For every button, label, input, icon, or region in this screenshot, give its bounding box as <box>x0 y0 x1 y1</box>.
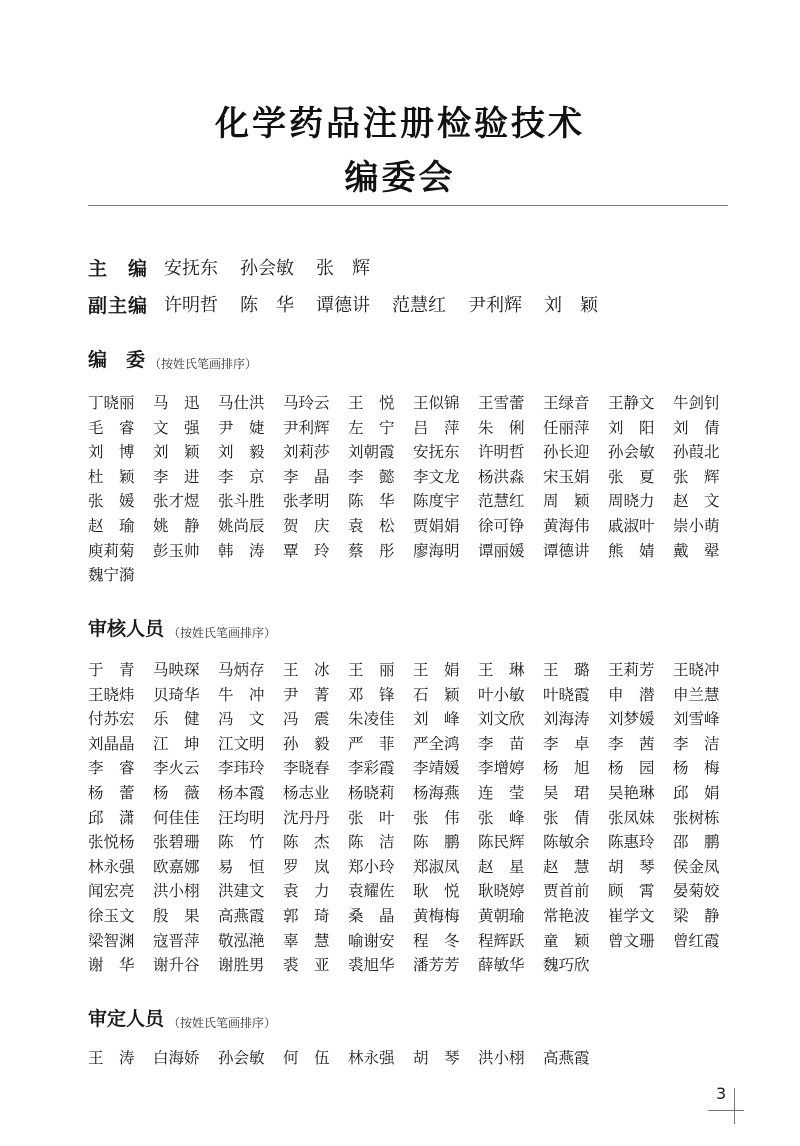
reviewer-name: 贝琦华 <box>153 685 200 704</box>
reviewer-name: 黄梅梅 <box>413 906 460 925</box>
reviewer-name: 胡 琴 <box>608 857 655 876</box>
reviewer-name: 程 冬 <box>413 931 460 950</box>
approver-name: 孙会敏 <box>218 1049 265 1067</box>
approvers-title: 审定人员 <box>88 1008 165 1030</box>
reviewer-name: 梁 静 <box>673 906 720 925</box>
editorial-board-member: 吕 萍 <box>413 418 460 437</box>
reviewer-name: 郑淑凤 <box>413 857 460 876</box>
editorial-board-member: 赵 瑜 <box>88 516 135 535</box>
reviewer-name: 袁耀佐 <box>348 882 395 901</box>
deputy-editor-names <box>164 291 620 317</box>
reviewer-name: 杨 旭 <box>543 759 590 778</box>
approvers-list <box>88 1046 738 1071</box>
reviewer-name: 耿 悦 <box>413 882 460 901</box>
editorial-board-member: 王静文 <box>608 394 655 412</box>
approver-name: 洪小栩 <box>478 1049 525 1067</box>
editorial-board-member: 王绿音 <box>543 394 590 412</box>
editorial-board-member: 孙长迎 <box>543 443 590 462</box>
reviewer-name: 李晓春 <box>283 759 330 778</box>
reviewers-note: （按姓氏笔画排序） <box>168 626 277 640</box>
editorial-board-member: 李 进 <box>153 467 200 486</box>
editorial-board-member: 王似锦 <box>413 394 460 412</box>
reviewer-name: 刘雪峰 <box>673 710 720 729</box>
editorial-board-member: 贾娟娟 <box>413 516 460 535</box>
approver-name: 王 涛 <box>88 1049 135 1067</box>
reviewer-name: 贾首前 <box>543 882 590 901</box>
reviewer-name: 郑小玲 <box>348 857 395 876</box>
reviewer-name: 赵 星 <box>478 857 525 876</box>
reviewer-name: 张碧珊 <box>153 833 200 852</box>
approvers-heading <box>88 1005 276 1031</box>
reviewer-name: 杨本霞 <box>218 783 265 802</box>
reviewer-name: 林永强 <box>88 857 135 876</box>
reviewer-name: 梁智渊 <box>88 931 135 950</box>
chief-editor-name: 孙会敏 <box>240 258 294 279</box>
deputy-editor-name: 谭德讲 <box>316 295 370 316</box>
reviewer-name: 罗 岚 <box>283 857 330 876</box>
editorial-board-member: 范慧红 <box>478 492 525 511</box>
editorial-board-member: 牛剑钊 <box>673 394 720 412</box>
chief-editor-label: 主 编 <box>88 257 149 280</box>
reviewer-name: 陈 洁 <box>348 833 395 852</box>
reviewer-name: 申 潜 <box>608 685 655 704</box>
reviewer-name: 袁 力 <box>283 882 330 901</box>
editorial-board-member: 杨洪淼 <box>478 467 525 486</box>
chief-editor-name: 安抚东 <box>164 258 218 279</box>
editorial-board-member: 马玲云 <box>283 394 330 412</box>
crop-mark-vertical <box>734 1088 735 1124</box>
reviewer-name: 陈 竹 <box>218 833 265 852</box>
reviewer-name: 桑 晶 <box>348 906 395 925</box>
editorial-board-heading <box>88 346 257 372</box>
reviewer-name: 刘 峰 <box>413 710 460 729</box>
reviewer-name: 张 倩 <box>543 808 590 827</box>
reviewer-name: 李 卓 <box>543 734 590 753</box>
editorial-board-member: 毛 睿 <box>88 418 135 437</box>
reviewers-heading <box>88 615 276 641</box>
deputy-editor-name: 尹利辉 <box>468 295 522 316</box>
reviewer-name: 顾 霄 <box>608 882 655 901</box>
editorial-board-member: 周晓力 <box>608 492 655 511</box>
reviewer-name: 叶晓霞 <box>543 685 590 704</box>
reviewer-name: 洪小栩 <box>153 882 200 901</box>
editorial-board-member: 陈 华 <box>348 492 395 511</box>
reviewer-name: 江 坤 <box>153 734 200 753</box>
editorial-board-member: 王雪蕾 <box>478 394 525 412</box>
reviewer-name: 沈丹丹 <box>283 808 330 827</box>
reviewer-name: 王 娟 <box>413 661 460 679</box>
deputy-editor-name: 陈 华 <box>240 295 294 316</box>
chief-editor-names <box>164 254 392 280</box>
reviewer-name: 魏巧欣 <box>543 956 590 975</box>
editorial-board-member: 刘莉莎 <box>283 443 330 462</box>
editorial-board-member: 刘 博 <box>88 443 135 462</box>
editorial-board-member: 谭丽媛 <box>478 541 525 560</box>
reviewer-name: 童 颖 <box>543 931 590 950</box>
title-divider <box>88 205 728 206</box>
editorial-board-member: 杜 颖 <box>88 467 135 486</box>
reviewer-name: 程辉跃 <box>478 931 525 950</box>
reviewer-name: 张凤妹 <box>608 808 655 827</box>
reviewer-name: 邱 潇 <box>88 808 135 827</box>
reviewer-name: 李 睿 <box>88 759 135 778</box>
editorial-board-member: 陈度宇 <box>413 492 460 511</box>
reviewer-name: 陈 杰 <box>283 833 330 852</box>
reviewer-name: 江文明 <box>218 734 265 753</box>
editorial-board-member: 周 颖 <box>543 492 590 511</box>
reviewer-name: 汪均明 <box>218 808 265 827</box>
reviewer-name: 陈惠玲 <box>608 833 655 852</box>
editorial-board-member: 刘 阳 <box>608 418 655 437</box>
reviewer-name: 李彩霞 <box>348 759 395 778</box>
reviewer-name: 杨 薇 <box>153 783 200 802</box>
reviewer-name: 杨志业 <box>283 783 330 802</box>
editorial-board-member: 尹利辉 <box>283 418 330 437</box>
reviewer-name: 邱 娟 <box>673 783 720 802</box>
reviewer-name: 刘梦媛 <box>608 710 655 729</box>
reviewer-name: 常艳波 <box>543 906 590 925</box>
approver-name: 胡 琴 <box>413 1049 460 1067</box>
reviewer-name: 徐玉文 <box>88 906 135 925</box>
editorial-board-member: 宋玉娟 <box>543 467 590 486</box>
editorial-board-member: 黄海伟 <box>543 516 590 535</box>
reviewer-name: 何佳佳 <box>153 808 200 827</box>
reviewer-name: 耿晓婷 <box>478 882 525 901</box>
reviewer-name: 叶小敏 <box>478 685 525 704</box>
deputy-editor-name: 刘 颖 <box>544 295 598 316</box>
editorial-board-member: 任丽萍 <box>543 418 590 437</box>
committee-title: 编委会 <box>344 158 456 198</box>
reviewer-name: 李增婷 <box>478 759 525 778</box>
editorial-board-member: 张 夏 <box>608 467 655 486</box>
reviewer-name: 欧嘉娜 <box>153 857 200 876</box>
reviewer-name: 曾红霞 <box>673 931 720 950</box>
reviewer-name: 张 峰 <box>478 808 525 827</box>
editorial-board-member: 谭德讲 <box>543 541 590 560</box>
editorial-board-member: 韩 涛 <box>218 541 265 560</box>
reviewer-name: 于 青 <box>88 661 135 679</box>
editorial-board-member: 孙葭北 <box>673 443 720 462</box>
reviewer-name: 邓 锋 <box>348 685 395 704</box>
reviewer-name: 潘芳芳 <box>413 956 460 975</box>
reviewer-name: 杨 园 <box>608 759 655 778</box>
editorial-board-member: 马仕洪 <box>218 394 265 412</box>
deputy-editor-line <box>88 292 620 316</box>
reviewer-name: 严 菲 <box>348 734 395 753</box>
reviewer-name: 严全鸿 <box>413 734 460 753</box>
reviewer-name: 杨 梅 <box>673 759 720 778</box>
reviewer-name: 黄朝瑜 <box>478 906 525 925</box>
editorial-board-member: 孙会敏 <box>608 443 655 462</box>
reviewer-name: 王 冰 <box>283 661 330 679</box>
editorial-board-member: 刘 毅 <box>218 443 265 462</box>
reviewer-name: 朱凌佳 <box>348 710 395 729</box>
editorial-board-member: 李 京 <box>218 467 265 486</box>
editorial-board-member: 朱 俐 <box>478 418 525 437</box>
chief-editor-line <box>88 255 392 279</box>
approver-name: 林永强 <box>348 1049 395 1067</box>
editorial-board-member: 张孝明 <box>283 492 330 511</box>
reviewer-name: 杨晓莉 <box>348 783 395 802</box>
reviewer-name: 杨海燕 <box>413 783 460 802</box>
reviewer-name: 连 莹 <box>478 783 525 802</box>
reviewer-name: 付苏宏 <box>88 710 135 729</box>
reviewers-title: 审核人员 <box>88 618 165 640</box>
crop-mark-horizontal <box>708 1110 744 1111</box>
reviewer-name: 谢升谷 <box>153 956 200 975</box>
editorial-board-member: 戴 翚 <box>673 541 720 560</box>
reviewer-name: 李靖媛 <box>413 759 460 778</box>
editorial-board-member: 尹 婕 <box>218 418 265 437</box>
reviewer-name: 王晓炜 <box>88 685 135 704</box>
reviewers-list <box>88 658 738 978</box>
book-title: 化学药品注册检验技术 <box>215 104 585 144</box>
reviewer-name: 寇晋萍 <box>153 931 200 950</box>
editorial-board-member: 丁晓丽 <box>88 394 135 412</box>
editorial-board-member: 张斗胜 <box>218 492 265 511</box>
editorial-board-member: 张才煜 <box>153 492 200 511</box>
reviewer-name: 郭 琦 <box>283 906 330 925</box>
reviewer-name: 喻谢安 <box>348 931 395 950</box>
reviewer-name: 刘海涛 <box>543 710 590 729</box>
editorial-board-member: 赵 文 <box>673 492 720 511</box>
reviewer-name: 马映琛 <box>153 661 200 679</box>
reviewer-name: 张树栋 <box>673 808 720 827</box>
reviewer-name: 谢胜男 <box>218 956 265 975</box>
approvers-note: （按姓氏笔画排序） <box>168 1016 277 1030</box>
chief-editor-name: 张 辉 <box>316 258 370 279</box>
reviewer-name: 冯 文 <box>218 710 265 729</box>
editorial-board-member: 李 懿 <box>348 467 395 486</box>
reviewer-name: 吴艳琳 <box>608 783 655 802</box>
editorial-board-member: 蔡 彤 <box>348 541 395 560</box>
reviewer-name: 王晓冲 <box>673 661 720 679</box>
reviewer-name: 闻宏亮 <box>88 882 135 901</box>
reviewer-name: 易 恒 <box>218 857 265 876</box>
reviewer-name: 吴 珺 <box>543 783 590 802</box>
editorial-board-member: 刘朝霞 <box>348 443 395 462</box>
reviewer-name: 裘旭华 <box>348 956 395 975</box>
approver-name: 高燕霞 <box>543 1049 590 1067</box>
reviewer-name: 王 琳 <box>478 661 525 679</box>
editorial-board-member: 刘 倩 <box>673 418 720 437</box>
editorial-board-member: 李文龙 <box>413 467 460 486</box>
reviewer-name: 陈民辉 <box>478 833 525 852</box>
reviewer-name: 邵 鹏 <box>673 833 720 852</box>
deputy-editor-name: 许明哲 <box>164 295 218 316</box>
editorial-board-member: 魏宁漪 <box>88 566 135 585</box>
reviewer-name: 张 叶 <box>348 808 395 827</box>
reviewer-name: 晏菊姣 <box>673 882 720 901</box>
reviewer-name: 刘文欣 <box>478 710 525 729</box>
editorial-board-title: 编 委 <box>88 349 146 371</box>
reviewer-name: 李火云 <box>153 759 200 778</box>
editorial-board-member: 戚淑叶 <box>608 516 655 535</box>
editorial-board-member: 刘 颖 <box>153 443 200 462</box>
editorial-board-member: 徐可铮 <box>478 516 525 535</box>
reviewer-name: 辜 慧 <box>283 931 330 950</box>
editorial-board-member: 马 迅 <box>153 394 200 412</box>
editorial-board-member: 张 媛 <box>88 492 135 511</box>
reviewer-name: 张悦杨 <box>88 833 135 852</box>
reviewer-name: 牛 冲 <box>218 685 265 704</box>
editorial-board-member: 姚 静 <box>153 516 200 535</box>
reviewer-name: 杨 蕾 <box>88 783 135 802</box>
reviewer-name: 崔学文 <box>608 906 655 925</box>
editorial-board-member: 李 晶 <box>283 467 330 486</box>
reviewer-name: 裘 亚 <box>283 956 330 975</box>
reviewer-name: 刘晶晶 <box>88 734 135 753</box>
reviewer-name: 薛敏华 <box>478 956 525 975</box>
editorial-board-list <box>88 391 738 588</box>
reviewer-name: 王莉芳 <box>608 661 655 679</box>
reviewer-name: 敬泓滟 <box>218 931 265 950</box>
reviewer-name: 曾文珊 <box>608 931 655 950</box>
editorial-board-member: 廖海明 <box>413 541 460 560</box>
reviewer-name: 陈 鹏 <box>413 833 460 852</box>
editorial-board-member: 许明哲 <box>478 443 525 462</box>
reviewer-name: 李 苗 <box>478 734 525 753</box>
editorial-board-member: 覃 玲 <box>283 541 330 560</box>
reviewer-name: 李 洁 <box>673 734 720 753</box>
reviewer-name: 王 璐 <box>543 661 590 679</box>
reviewer-name: 张 伟 <box>413 808 460 827</box>
editorial-board-member: 文 强 <box>153 418 200 437</box>
editorial-board-member: 袁 松 <box>348 516 395 535</box>
page-number: 3 <box>716 1084 727 1103</box>
reviewer-name: 高燕霞 <box>218 906 265 925</box>
deputy-editor-label: 副主编 <box>88 294 149 317</box>
reviewer-name: 马炳存 <box>218 661 265 679</box>
editorial-board-member: 庾莉菊 <box>88 541 135 560</box>
approver-name: 白海娇 <box>153 1049 200 1067</box>
editorial-board-member: 王 悦 <box>348 394 395 412</box>
editorial-board-member: 安抚东 <box>413 443 460 462</box>
editorial-board-member: 熊 婧 <box>608 541 655 560</box>
editorial-board-member: 张 辉 <box>673 467 720 486</box>
reviewer-name: 乐 健 <box>153 710 200 729</box>
editorial-board-member: 彭玉帅 <box>153 541 200 560</box>
reviewer-name: 孙 毅 <box>283 734 330 753</box>
reviewer-name: 尹 菁 <box>283 685 330 704</box>
editorial-board-member: 崇小萌 <box>673 516 720 535</box>
editorial-board-note: （按姓氏笔画排序） <box>149 357 258 371</box>
reviewer-name: 殷 果 <box>153 906 200 925</box>
reviewer-name: 谢 华 <box>88 956 135 975</box>
reviewer-name: 李玮玲 <box>218 759 265 778</box>
editorial-board-member: 姚尚辰 <box>218 516 265 535</box>
editorial-board-member: 贺 庆 <box>283 516 330 535</box>
reviewer-name: 李 茜 <box>608 734 655 753</box>
reviewer-name: 赵 慧 <box>543 857 590 876</box>
reviewer-name: 石 颖 <box>413 685 460 704</box>
reviewer-name: 陈敏余 <box>543 833 590 852</box>
reviewer-name: 侯金凤 <box>673 857 720 876</box>
reviewer-name: 冯 震 <box>283 710 330 729</box>
deputy-editor-name: 范慧红 <box>392 295 446 316</box>
reviewer-name: 申兰慧 <box>673 685 720 704</box>
approver-name: 何 伍 <box>283 1049 330 1067</box>
reviewer-name: 王 丽 <box>348 661 395 679</box>
reviewer-name: 洪建文 <box>218 882 265 901</box>
editorial-board-member: 左 宁 <box>348 418 395 437</box>
